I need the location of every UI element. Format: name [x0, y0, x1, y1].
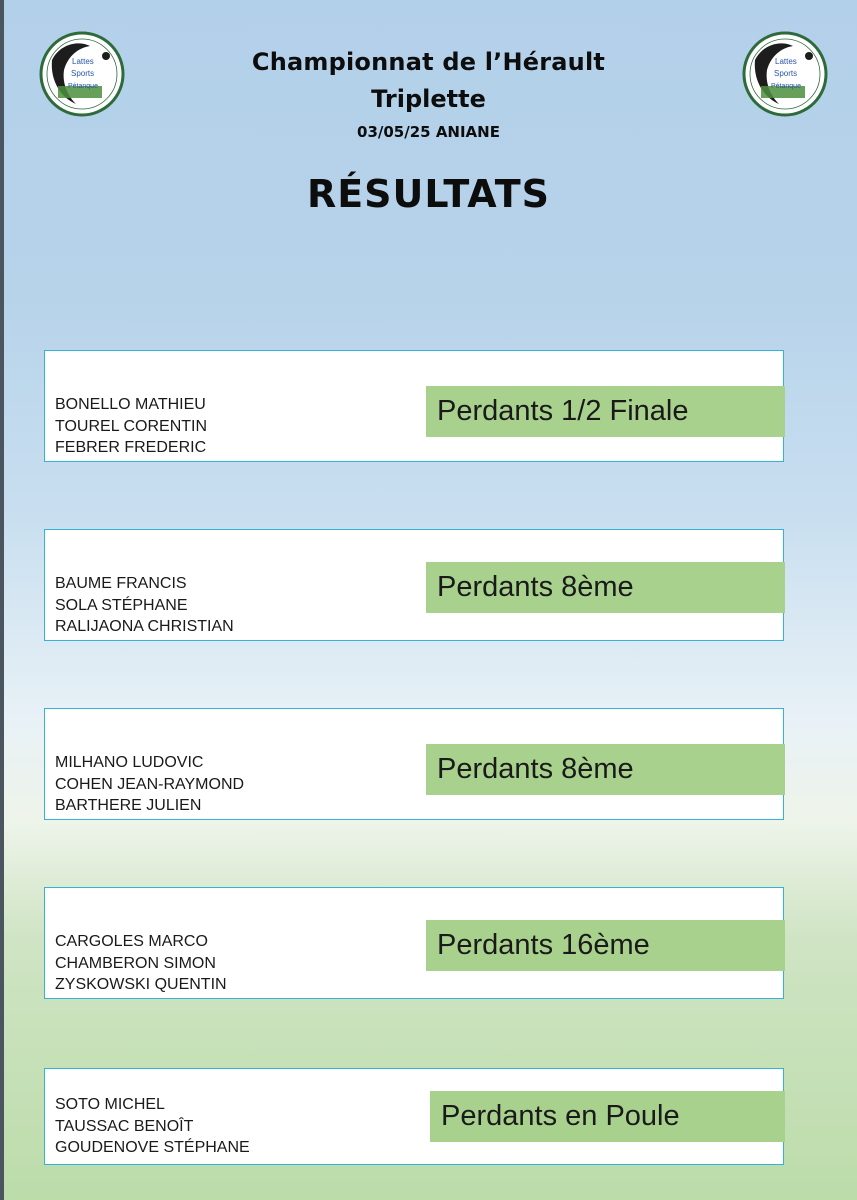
- page-header: [0, 0, 857, 240]
- player-name: BAUME FRANCIS: [55, 575, 187, 592]
- player-name: CARGOLES MARCO: [55, 933, 208, 950]
- club-logo-right: [741, 30, 829, 118]
- result-badge: Perdants 16ème: [426, 920, 785, 971]
- team-players: [55, 394, 207, 459]
- player-name: RALIJAONA CHRISTIAN: [55, 618, 234, 635]
- result-badge: Perdants en Poule: [430, 1091, 785, 1142]
- team-result-card: [44, 887, 784, 999]
- player-name: SOLA STÉPHANE: [55, 596, 188, 614]
- team-players: [55, 752, 244, 817]
- logo-text-line-3: Pétanque: [68, 83, 98, 90]
- player-name: CHAMBERON SIMON: [55, 954, 216, 972]
- result-badge: Perdants 8ème: [426, 562, 785, 613]
- logo-text-line-2: Sports: [774, 69, 798, 78]
- event-date-place: 03/05/25 ANIANE: [357, 123, 500, 141]
- team-players: [55, 1094, 250, 1159]
- player-name: MILHANO LUDOVIC: [55, 754, 204, 771]
- result-badge: Perdants 8ème: [426, 744, 785, 795]
- team-players: [55, 573, 234, 638]
- logo-text-line-3: Pétanque: [771, 83, 801, 90]
- page-title: Championnat de l’Hérault: [251, 48, 606, 76]
- team-players: [55, 931, 227, 996]
- player-name: COHEN JEAN-RAYMOND: [55, 775, 245, 793]
- logo-text-line-1: Lattes: [775, 57, 797, 66]
- player-name: TOUREL CORENTIN: [55, 417, 208, 435]
- player-name: SOTO MICHEL: [55, 1096, 165, 1113]
- team-result-card: [44, 1068, 784, 1165]
- results-heading: RÉSULTATS: [306, 172, 551, 216]
- team-result-card: [44, 529, 784, 641]
- player-name: ZYSKOWSKI QUENTIN: [55, 976, 227, 993]
- result-badge: Perdants 1/2 Finale: [426, 386, 785, 437]
- player-name: FEBRER FREDERIC: [55, 439, 207, 456]
- player-name: BARTHERE JULIEN: [55, 797, 202, 814]
- player-name: GOUDENOVE STÉPHANE: [55, 1139, 250, 1156]
- player-name: TAUSSAC BENOÎT: [55, 1117, 194, 1135]
- team-result-card: [44, 350, 784, 462]
- team-result-card: [44, 708, 784, 820]
- player-name: BONELLO MATHIEU: [55, 396, 206, 413]
- logo-text-line-2: Sports: [71, 69, 95, 78]
- logo-text-line-1: Lattes: [72, 57, 94, 66]
- page-subtitle: Triplette: [371, 85, 486, 113]
